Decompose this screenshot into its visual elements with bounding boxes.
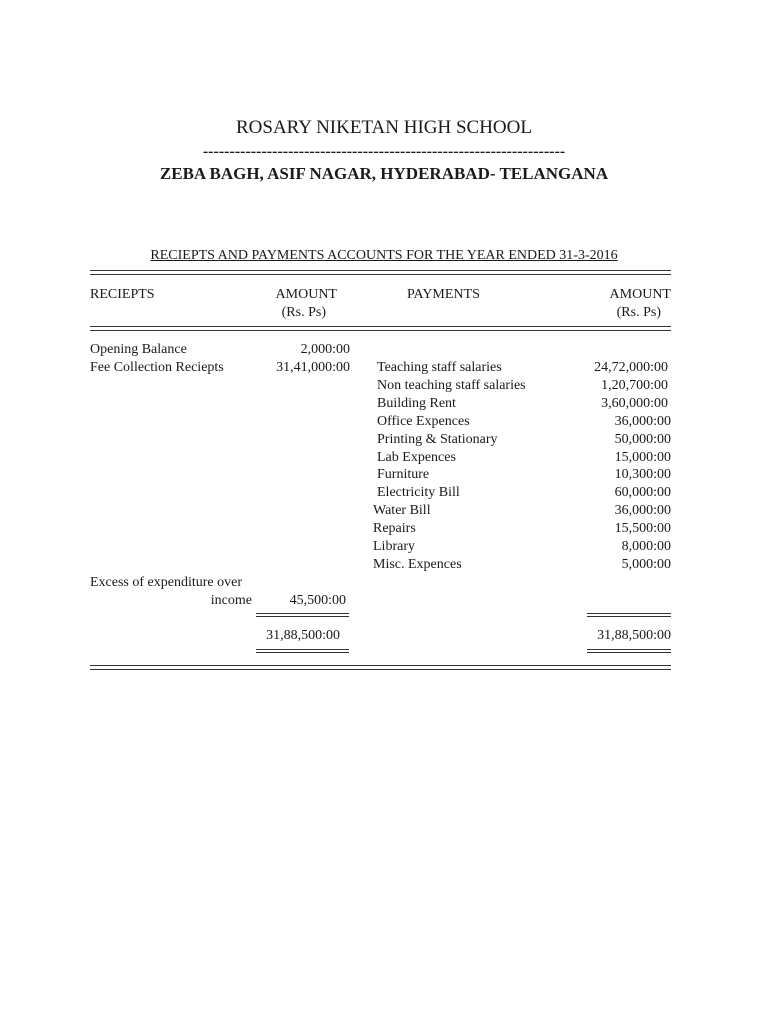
payment-amount-water-bill: 36,000:00 — [614, 503, 671, 518]
excess-label-line1: Excess of expenditure over — [90, 575, 242, 590]
school-address: ZEBA BAGH, ASIF NAGAR, HYDERABAD- TELANGANA — [159, 164, 609, 183]
payments-column-header: PAYMENTS — [407, 287, 480, 302]
payment-amount-electricity-bill: 60,000:00 — [614, 485, 671, 500]
payment-label-repairs: Repairs — [373, 521, 416, 536]
payments-unit-header: (Rs. Ps) — [616, 305, 661, 320]
receipts-amount-header: AMOUNT — [275, 287, 337, 302]
payments-total: 31,88,500:00 — [597, 628, 671, 643]
payment-label-non-teaching-salaries: Non teaching staff salaries — [377, 378, 526, 393]
excess-label-line2: income — [210, 593, 252, 608]
payment-label-water-bill: Water Bill — [373, 503, 431, 518]
payment-amount-furniture: 10,300:00 — [614, 467, 671, 482]
payments-total-bottom-rule — [587, 649, 671, 653]
payment-amount-non-teaching-salaries: 1,20,700:00 — [601, 378, 668, 393]
header-double-rule — [90, 326, 671, 331]
receipts-column-header: RECIEPTS — [90, 287, 155, 302]
receipts-total: 31,88,500:00 — [266, 628, 340, 643]
payment-label-library: Library — [373, 539, 415, 554]
payment-amount-printing-stationary: 50,000:00 — [614, 432, 671, 447]
bottom-double-rule — [90, 665, 671, 670]
payment-label-building-rent: Building Rent — [377, 396, 456, 411]
payment-label-furniture: Furniture — [377, 467, 430, 482]
payment-amount-office-expences: 36,000:00 — [614, 414, 671, 429]
payment-amount-lab-expences: 15,000:00 — [614, 450, 671, 465]
receipt-label-opening-balance: Opening Balance — [90, 342, 187, 357]
receipt-label-fee-collection: Fee Collection Reciepts — [90, 360, 224, 375]
payment-label-electricity-bill: Electricity Bill — [377, 485, 460, 500]
payment-label-misc-expences: Misc. Expences — [373, 557, 462, 572]
payment-amount-repairs: 15,500:00 — [614, 521, 671, 536]
payment-label-printing-stationary: Printing & Stationary — [377, 432, 498, 447]
title-separator: -------------------------------------------------------------------- — [202, 143, 566, 160]
payment-label-lab-expences: Lab Expences — [377, 450, 456, 465]
top-double-rule — [90, 270, 671, 275]
receipts-total-top-rule — [256, 613, 349, 617]
excess-amount: 45,500:00 — [289, 593, 346, 608]
payment-amount-building-rent: 3,60,000:00 — [601, 396, 668, 411]
receipts-total-bottom-rule — [256, 649, 349, 653]
payment-label-office-expences: Office Expences — [377, 414, 470, 429]
receipts-unit-header: (Rs. Ps) — [281, 305, 326, 320]
payment-label-teaching-salaries: Teaching staff salaries — [377, 360, 502, 375]
payment-amount-library: 8,000:00 — [621, 539, 671, 554]
school-name: ROSARY NIKETAN HIGH SCHOOL — [236, 117, 532, 138]
receipt-amount-opening-balance: 2,000:00 — [300, 342, 350, 357]
payment-amount-teaching-salaries: 24,72,000:00 — [594, 360, 668, 375]
payments-total-top-rule — [587, 613, 671, 617]
payment-amount-misc-expences: 5,000:00 — [621, 557, 671, 572]
receipt-amount-fee-collection: 31,41,000:00 — [276, 360, 350, 375]
payments-amount-header: AMOUNT — [609, 287, 671, 302]
statement-heading: RECIEPTS AND PAYMENTS ACCOUNTS FOR THE YEAR ENDED 31-3-2016 — [150, 248, 618, 263]
